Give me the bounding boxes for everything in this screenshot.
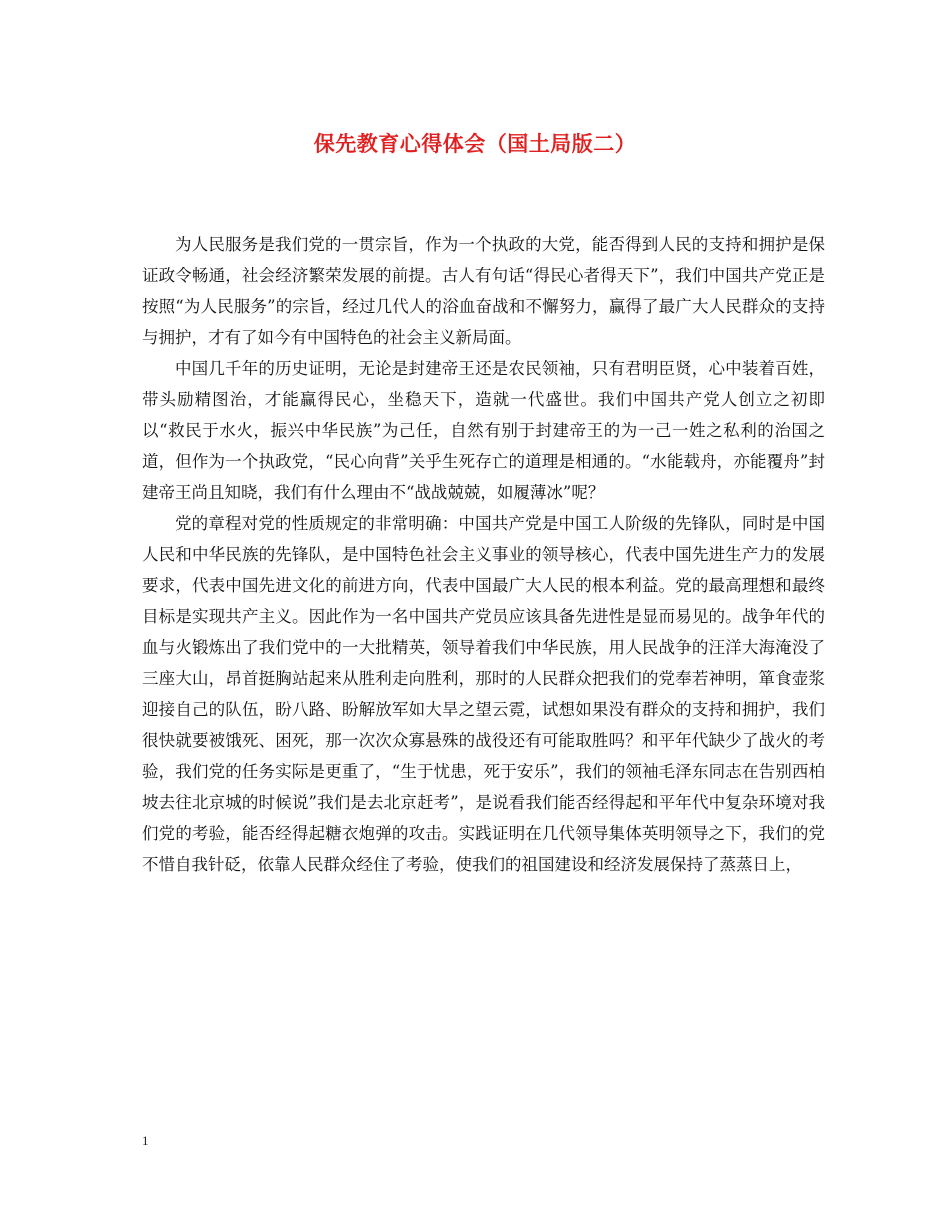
document-body [142,229,825,880]
page-number: 1 [142,1133,149,1148]
document-title: 保先教育心得体会（国土局版二） [313,131,637,156]
paragraph-1: 为人民服务是我们党的一贯宗旨，作为一个执政的大党，能否得到人民的支持和拥护是保证政令畅通，社会经济繁荣发展的前提。古人有句话“得民心者得天下”，我们中国共产党正是按照“为人民服务”的宗旨，经过几代人的浴血奋战和不懈努力，赢得了最广大人民群众的支持与拥护，才有了如今有中国特色的社会主义新局面。 [142,235,825,347]
paragraph-3: 党的章程对党的性质规定的非常明确：中国共产党是中国工人阶级的先锋队，同时是中国人民和中华民族的先锋队，是中国特色社会主义事业的领导核心，代表中国先进生产力的发展要求，代表中国先进文化的前进方向，代表中国最广大人民的根本利益。党的最高理想和最终目标是实现共产主义。因此作为一名中国共产党员应该具备先进性是显而易见的。战争年代的血与火锻炼出了我们党中的一大批精英，领导着我们中华民族，用人民战争的汪洋大海淹没了三座大山，昂首挺胸站起来从胜利走向胜利，那时的人民群众把我们的党奉若神明，箪食壶浆迎接自己的队伍，盼八路、盼解放军如大旱之望云霓，试想如果没有群众的支持和拥护，我们很快就要被饿死、困死，那一次次众寡悬殊的战役还有可能取胜吗？和平年代缺少了战火的考验，我们党的任务实际是更重了，“生于忧患，死于安乐”，我们的领袖毛泽东同志在告别西柏坡去往北京城的时候说”我们是去北京赶考”，是说看我们能否经得起和平年代中复杂环境对我们党的考验，能否经得起糖衣炮弹的攻击。实践证明在几代领导集体英明领导之下，我们的党不惜自我针砭，依靠人民群众经住了考验，使我们的祖国建设和经济发展保持了蒸蒸日上， [142,514,825,874]
paragraph-2: 中国几千年的历史证明，无论是封建帝王还是农民领袖，只有君明臣贤，心中装着百姓，带头励精图治，才能赢得民心，坐稳天下，造就一代盛世。我们中国共产党人创立之初即以“救民于水火，振兴中华民族”为己任，自然有别于封建帝王的为一己一姓之私利的治国之道，但作为一个执政党，“民心向背”关乎生死存亡的道理是相通的。“水能载舟，亦能覆舟”封建帝王尚且知晓，我们有什么理由不“战战兢兢，如履薄冰”呢？ [142,359,825,502]
